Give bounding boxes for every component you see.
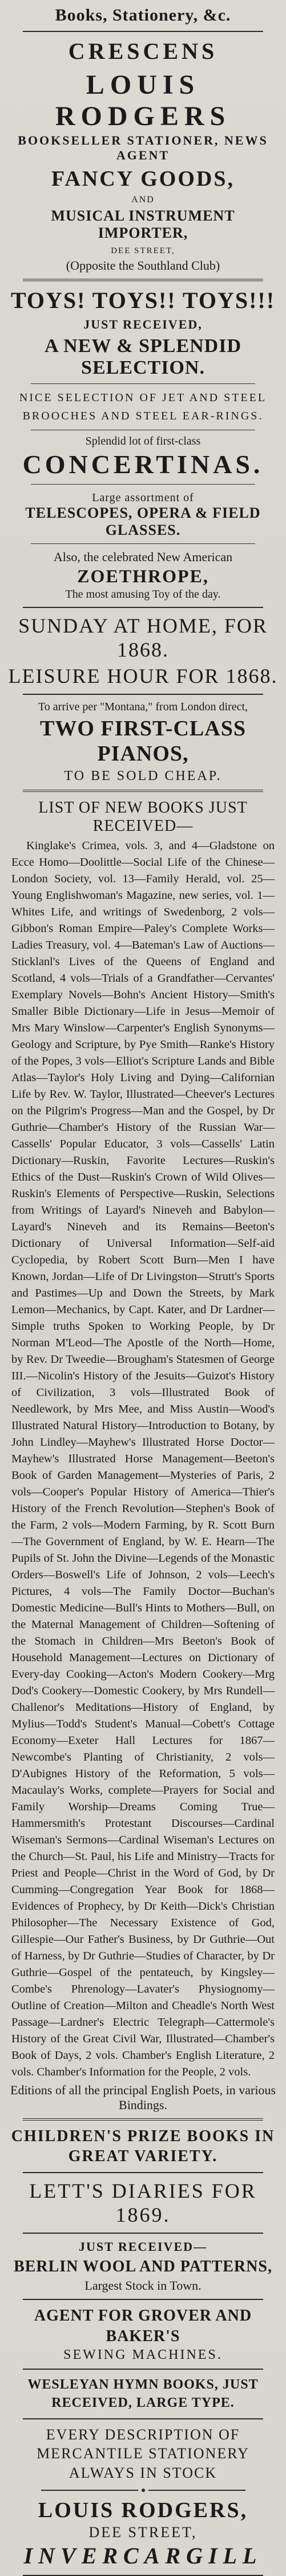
letts-diaries: LETT'S DIARIES FOR 1869. — [29, 2179, 257, 2226]
divider-line — [41, 2490, 138, 2491]
telescopes-headline: TELESCOPES, OPERA & FIELD GLASSES. — [25, 505, 261, 538]
divider — [23, 2118, 263, 2121]
divider — [23, 2418, 263, 2419]
book-list-end: Editions of all the principal English Poets, in various Bindings. — [10, 2083, 276, 2112]
ornamental-divider — [8, 2489, 278, 2492]
divider — [31, 543, 255, 544]
and-connector: AND — [131, 195, 155, 205]
toys-headline: TOYS! TOYS!! TOYS!!! — [10, 287, 276, 313]
wesleyan-hymn-books: WESLEYAN HYMN BOOKS, JUST RECEIVED, LARGE TYPE. — [27, 2377, 259, 2411]
leisure-hour: LEISURE HOUR FOR 1868. — [8, 665, 278, 687]
divider — [23, 607, 263, 608]
footer-town: INVERCARGILL — [23, 2542, 263, 2569]
divider — [23, 2369, 263, 2370]
section-header: Books, Stationery, &c. — [55, 6, 231, 25]
toys-selection: A NEW & SPLENDID SELECTION. — [44, 335, 242, 378]
divider — [23, 2299, 263, 2300]
divider — [31, 383, 255, 384]
footer-name: LOUIS RODGERS, — [38, 2498, 248, 2522]
street-address: DEE STREET, — [111, 246, 175, 255]
book-list-body: Kinglake's Crimea, vols. 3, and 4—Gladstone on Ecce Homo—Doolittle—Social Life of the Chinese—London Society, vol. 13—Family Herald, vol. 25—Young Englishwoman's Magazine, new series, vol. 1—Whites Life, and writings of Swedenborg, 2 vols—Gibbon's Roman Empire—Paley's Complete Works—Ladies Treasury, vol. 4—Bateman's Law of Auctions—Sticklanl's Lives of the Queens of England and Scotland, 4 vols—Trials of a Grandfather—Cervantes' Exemplary Novels—Bohn's Ancient History—Smith's Smaller Bible Dictionary—Life in Jesus—Memoir of Mrs Mary Winslow—Carpenter's English Synonyms—Geology and Scripture, by Pye Smith—Ranke's History of the Popes, 3 vols—Elliot's Scripture Lands and Bible Atlas—Taylor's Holy Living and Dying—Californian Life by Rev. W. Taylor, Illustrated—Cheever's Lectures on the Pilgrim's Progress—Man and the Gospel, by Dr Guthrie—Chamber's History of the Russian War—Cassells' Popular Educator, 3 vols—Cassells' Latin Dictionary—Ruskin, Favorite Lectures—Ruskin's Ethics of the Dust—Ruskin's Crown of Wild Olives—Ruskin's Elements of Perspective—Ruskin, Selections from Writings of Layard's Nineveh and Babylon—Layard's Nineveh and its Remains—Beeton's Dictionary of Universal Information—Self-aid Cyclopedia, by Robert Scott Burn—Men I have Known, Jordan—Life of Dr Livingston—Strutt's Sports and Pastimes—Up and Down the Streets, by Mark Lemon—Mechanics, by Capt. Kater, and Dr Lardner—Simple truths Spoken to Working People, by Dr Norman M'Leod—The Apostle of the North—Home, by Rev. Dr Tweedie—Brougham's Statesmen of George III.—Nicolin's History of the Jesuits—Guizot's History of Civilization, 3 vols—Illustrated Book of Needlework, by Mrs Mee, and Miss Austin—Wood's Illustrated Natural History—Introduction to Botany, by John Lindley—Mayhew's Illustrated Horse Doctor—Mayhew's Illustrated Horse Management—Beeton's Book of Garden Management—Mysteries of Paris, 2 vols—Cooper's Popular History of America—Thier's History of the French Revolution—Stephen's Book of the Farm, 2 vols—Modern Farming, by R. Scott Burn—The Government of England, by W. E. Hearn—The Pupils of St. John the Divine—Legends of the Monastic Orders—Boswell's Life of Johnson, 2 vols—Leech's Pictures, 4 vols—The Family Doctor—Buchan's Domestic Medicine—Bull's Hints to Mothers—Bull, on the Maternal Management of Children—Softening of the Stomach in Children—Mrs Beeton's Book of Household Management—Lectures on Dictionary of Every-day Cooking—Acton's Modern Cookery—Mrg Dod's Cookery—Domestic Cookery, by Mrs Rundell—Challenor's Meditations—History of England, by Mylius—Todd's Student's Manual—Cobett's Cottage Economy—Exeter Hall Lectures for 1867—Newcombe's Planting of Christianity, 2 vols—D'Aubignes History of the Reformation, 5 vols—Macaulay's Works, complete—Prayers for Social and Family Worship—Dreams Coming True—Hammersmith's Protestant Discourses—Cardinal Wiseman's Sermons—Cardinal Wiseman's Lectures on the Church—St. Paul, his Life and Ministry—Tracts for Priest and People—Christ in the Word of God, by Dr Cumming—Congregation Year Book for 1868—Evidences of Prophecy, by Dr Keith—Dick's Christian Philosopher—The Necessary Existence of God, Gillespie—Our Father's Business, by Dr Guthrie—Out of Harness, by Dr Guthrie—Studies of Character, by Dr Guthrie—Gospel of the pentateuch, by Kingsley—Combe's Phrenology—Lavater's Physiognomy—Outline of Creation—Milton and Cheadle's North West Passage—Lardner's Electric Telegraph—Cattermole's History of the Great Civil War, Illustrated—Chamber's Book of Days, 2 vols. Chamber's English Literature, 2 vols. Chamber's Information for the People, 2 vols. — [11, 839, 275, 2078]
grover-baker-agent: AGENT FOR GROVER AND BAKER'S — [34, 2307, 252, 2346]
zoetrope-headline: ZOETHROPE, — [77, 566, 209, 586]
telescopes-intro: Large assortment of — [92, 491, 194, 504]
zoetrope-desc: The most amusing Toy of the day. — [65, 588, 221, 601]
pianos-arrive: To arrive per "Montana," from London direct, — [38, 701, 248, 713]
crescens-banner: CRESCENS — [68, 38, 218, 64]
divider-dot — [142, 2489, 145, 2492]
proprietor-name: LOUIS RODGERS — [55, 70, 231, 131]
toys-just-received: JUST RECEIVED, — [83, 317, 203, 331]
music-importer: MUSICAL INSTRUMENT IMPORTER, — [51, 207, 235, 241]
pianos-headline: TWO FIRST-CLASS PIANOS, — [40, 717, 246, 766]
opposite-club: (Opposite the Southland Club) — [66, 258, 220, 273]
fancy-goods: FANCY GOODS, — [51, 167, 235, 191]
sewing-machines: SEWING MACHINES. — [63, 2347, 223, 2362]
book-list-title: LIST OF NEW BOOKS JUST RECEIVED— — [38, 799, 248, 835]
concertinas-headline: CONCERTINAS. — [22, 450, 264, 479]
berlin-just-received: JUST RECEIVED— — [78, 2239, 208, 2254]
divider — [23, 31, 263, 32]
proprietor-trades: BOOKSELLER STATIONER, NEWS AGENT — [18, 133, 268, 162]
divider-line — [148, 2490, 245, 2491]
berlin-largest-stock: Largest Stock in Town. — [84, 2278, 202, 2293]
footer-street: DEE STREET, — [88, 2523, 198, 2541]
divider — [23, 279, 263, 281]
pianos-sold: TO BE SOLD CHEAP. — [64, 769, 222, 783]
mercantile-stationery: EVERY DESCRIPTION OF MERCANTILE STATIONERY ALWAYS IN STOCK — [37, 2426, 249, 2482]
childrens-prize-books: CHILDREN'S PRIZE BOOKS IN GREAT VARIETY. — [11, 2127, 275, 2165]
sunday-at-home: SUNDAY AT HOME, FOR 1868. — [18, 614, 268, 661]
concertinas-intro: Splendid lot of first-class — [85, 435, 201, 447]
divider — [23, 2233, 263, 2234]
berlin-wool-headline: BERLIN WOOL AND PATTERNS, — [14, 2258, 272, 2275]
jet-brooches: NICE SELECTION OF JET AND STEEL BROOCHES AND STEEL EAR-RINGS. — [19, 391, 267, 422]
divider — [31, 484, 255, 485]
zoetrope-intro: Also, the celebrated New American — [53, 550, 233, 564]
divider — [23, 694, 263, 695]
divider — [23, 2172, 263, 2173]
divider — [23, 790, 263, 792]
